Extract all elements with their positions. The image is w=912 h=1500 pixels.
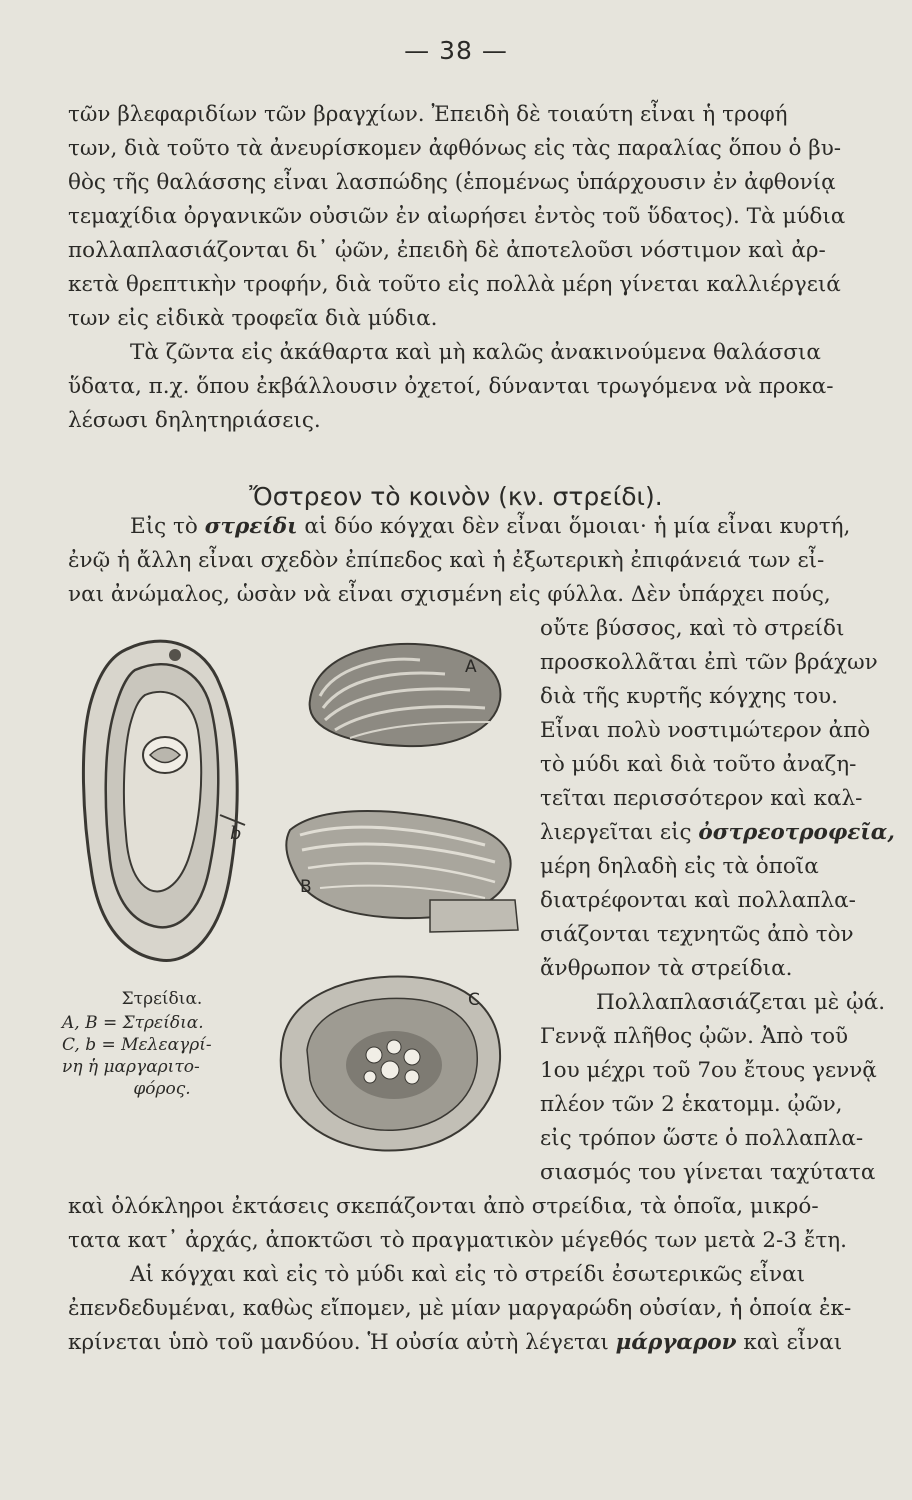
text-line: Εἶναι πολὺ νοστιμώτερον ἀπὸ — [540, 718, 871, 743]
text-line: λέσωσι δηλητηριάσεις. — [68, 408, 321, 433]
text-line: διὰ τῆς κυρτῆς κόγχης του. — [540, 684, 838, 709]
text-line: Αἱ κόγχαι καὶ εἰς τὸ μύδι καὶ εἰς τὸ στρείδι ἐσωτερικῶς εἶναι — [130, 1262, 806, 1287]
text-line: θὸς τῆς θαλάσσης εἶναι λασπώδης (ἑπομένως ὑπάρχουσιν ἐν ἀφθονίᾳ — [68, 170, 836, 195]
text-line: διατρέφονται καὶ πολλαπλα- — [540, 888, 856, 913]
figure-label-a: A — [465, 657, 477, 677]
page-number: — 38 — — [404, 36, 508, 65]
oyster-b-illustration — [280, 790, 525, 940]
text-line: πολλαπλασιάζονται δι᾽ ᾠῶν, ἐπειδὴ δὲ ἀποτελοῦσι νόστιμον καὶ ἀρ- — [68, 238, 826, 263]
text-line: οὔτε βύσσος, καὶ τὸ στρείδι — [540, 616, 845, 641]
text-line: σιασμός του γίνεται ταχύτατα — [540, 1160, 876, 1185]
text-line: Γεννᾷ πλῆθος ᾠῶν. Ἀπὸ τοῦ — [540, 1024, 849, 1049]
emphasis-term: ὀστρεοτροφεῖα, — [698, 820, 895, 845]
text-line: καὶ ὁλόκληροι ἐκτάσεις σκεπάζονται ἀπὸ στρείδια, τὰ ὁποῖα, μικρό- — [68, 1194, 819, 1219]
text-line: κετὰ θρεπτικὴν τροφήν, διὰ τοῦτο εἰς πολλὰ μέρη γίνεται καλλιέργειά — [68, 272, 841, 297]
text-line: 1ου μέχρι τοῦ 7ου ἔτους γεννᾷ — [540, 1058, 877, 1083]
figure-caption — [62, 988, 262, 1100]
text-line: Πολλαπλασιάζεται μὲ ᾠά. — [596, 990, 886, 1015]
text-line: Τὰ ζῶντα εἰς ἀκάθαρτα καὶ μὴ καλῶς ἀνακινούμενα θαλάσσια — [130, 340, 821, 365]
section-heading: Ὄστρεον τὸ κοινὸν (κν. στρείδι). — [249, 482, 663, 511]
text-line: ἐνῷ ἡ ἄλλη εἶναι σχεδὸν ἐπίπεδος καὶ ἡ ἐξωτερικὴ ἐπιφάνειά των εἶ- — [68, 548, 825, 573]
text-line: τεμαχίδια ὀργανικῶν οὐσιῶν ἐν αἰωρήσει ἐντὸς τοῦ ὕδατος). Τὰ μύδια — [68, 204, 846, 229]
caption-line: νη ἡ μαργαριτο- — [62, 1057, 200, 1077]
oyster-c-illustration — [262, 965, 522, 1160]
caption-line: φόρος. — [133, 1079, 191, 1099]
figure-label-c: C — [468, 990, 480, 1010]
text-line: τατα κατ᾽ ἀρχάς, ἀποκτῶσι τὸ πραγματικὸν μέγεθός των μετὰ 2-3 ἔτη. — [68, 1228, 847, 1253]
figure-label-b: B — [300, 877, 312, 897]
text-line: κρίνεται ὑπὸ τοῦ μανδύου. Ἡ οὐσία αὐτὴ λέγεται μάργαρον καὶ εἶναι — [68, 1330, 843, 1355]
text-line: πλέον τῶν 2 ἑκατομμ. ᾠῶν, — [540, 1092, 843, 1117]
oyster-a-illustration — [295, 630, 520, 755]
text-line: ἐπενδεδυμέναι, καθὼς εἴπομεν, μὲ μίαν μαργαρώδη οὐσίαν, ἡ ὁποία ἐκ- — [68, 1296, 852, 1321]
text-line: ναι ἀνώμαλος, ὡσὰν νὰ εἶναι σχισμένη εἰς φύλλα. Δὲν ὑπάρχει πούς, — [68, 582, 831, 607]
emphasis-term: στρείδι — [204, 514, 298, 539]
text-line: προσκολλᾶται ἐπὶ τῶν βράχων — [540, 650, 878, 675]
caption-line: A, B = Στρείδια. — [62, 1013, 204, 1033]
text-line: εἰς τρόπον ὥστε ὁ πολλαπλα- — [540, 1126, 864, 1151]
text-line: τῶν βλεφαριδίων τῶν βραγχίων. Ἐπειδὴ δὲ τοιαύτη εἶναι ἡ τροφή — [68, 102, 788, 127]
open-oyster-illustration — [70, 625, 250, 975]
emphasis-term: μάργαρον — [615, 1330, 737, 1355]
figure-label-b-small: b — [230, 823, 242, 844]
caption-line: C, b = Μελεαγρί- — [62, 1035, 212, 1055]
text-line: τὸ μύδι καὶ διὰ τοῦτο ἀναζη- — [540, 752, 857, 777]
text-line: των, διὰ τοῦτο τὰ ἀνευρίσκομεν ἀφθόνως εἰς τὰς παραλίας ὅπου ὁ βυ- — [68, 136, 842, 161]
text-line: τεῖται περισσότερον καὶ καλ- — [540, 786, 863, 811]
text-line: σιάζονται τεχνητῶς ἀπὸ τὸν — [540, 922, 854, 947]
text-line: ἄνθρωπον τὰ στρείδια. — [540, 956, 793, 981]
text-line: των εἰς εἰδικὰ τροφεῖα διὰ μύδια. — [68, 306, 438, 331]
text-line: Εἰς τὸ στρείδι αἱ δύο κόγχαι δὲν εἶναι ὅμοιαι· ἡ μία εἶναι κυρτή, — [130, 514, 851, 539]
text-line: ὕδατα, π.χ. ὅπου ἐκβάλλουσιν ὀχετοί, δύνανται τρωγόμενα νὰ προκα- — [68, 374, 834, 399]
caption-title: Στρείδια. — [121, 989, 203, 1009]
text-line: μέρη δηλαδὴ εἰς τὰ ὁποῖα — [540, 854, 819, 879]
text-line: λιεργεῖται εἰς ὀστρεοτροφεῖα, — [540, 820, 895, 845]
